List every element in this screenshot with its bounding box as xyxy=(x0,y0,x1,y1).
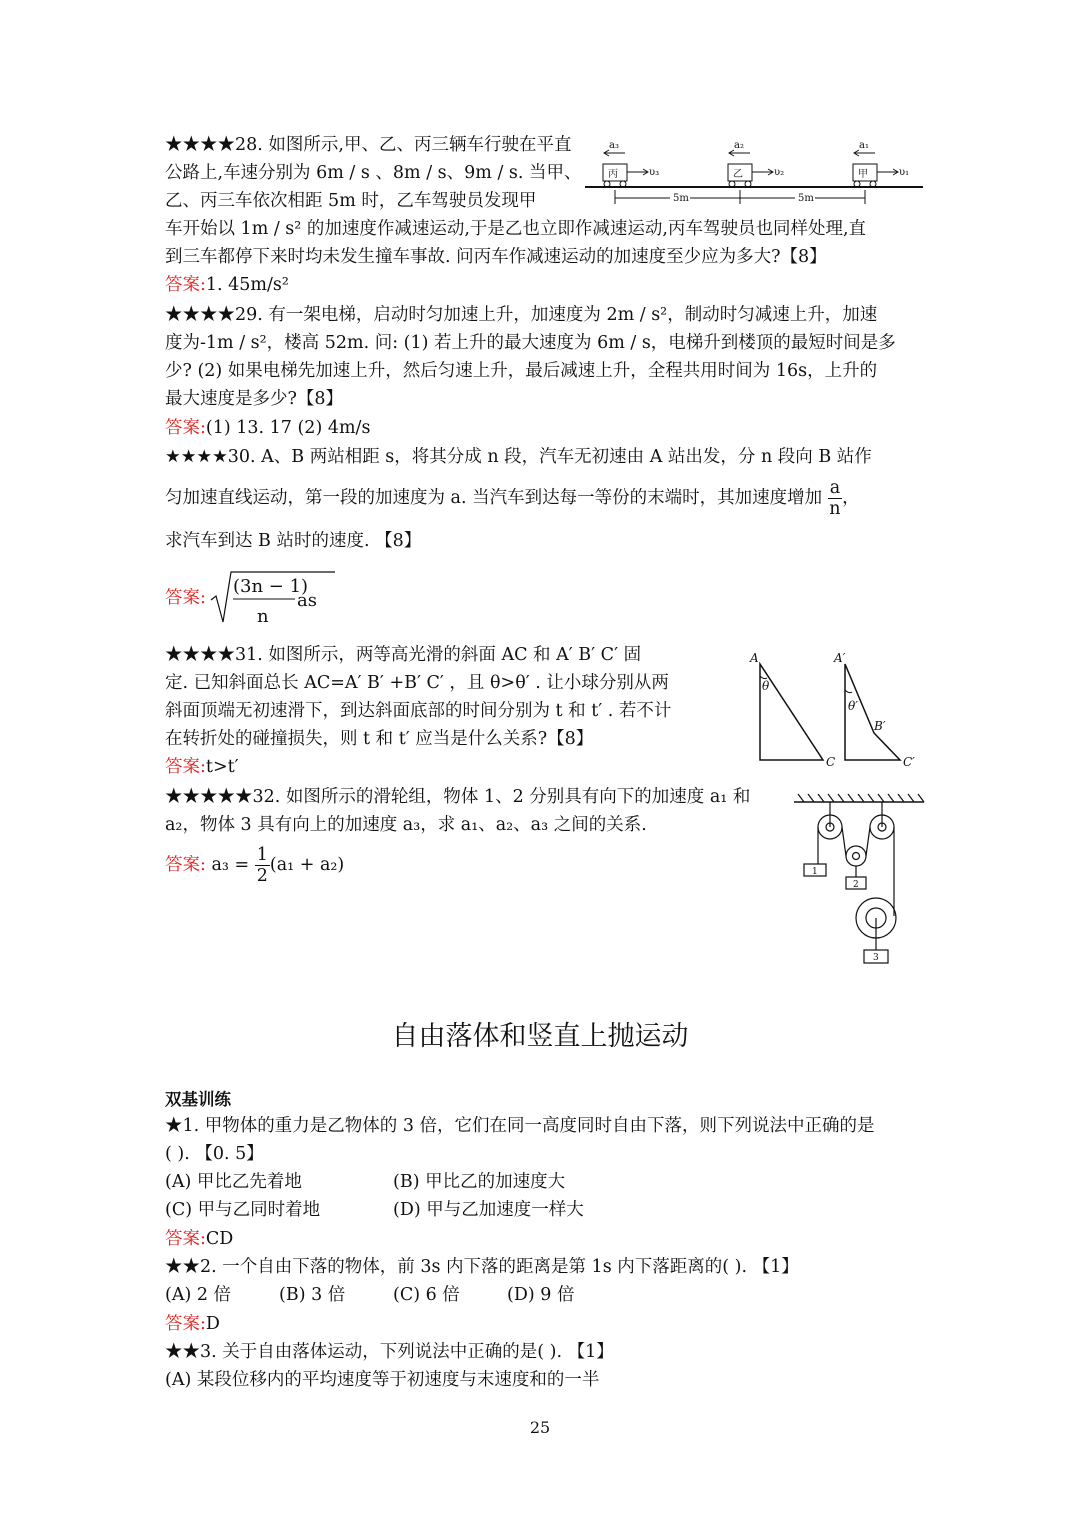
sqrt-formula xyxy=(209,568,339,628)
s2-answer xyxy=(165,1310,220,1338)
fraction-denominator: 2 xyxy=(256,866,268,886)
q31-answer xyxy=(165,753,239,781)
s3-option-a: (A) 某段位移内的平均速度等于初速度与末速度和的一半 xyxy=(165,1370,600,1390)
q28-line-3: 乙、丙三车依次相距 5m 时，乙车驾驶员发现甲 xyxy=(165,191,537,211)
q28-line-2: 公路上,车速分别为 6m / s 、8m / s、9m / s. 当甲、 xyxy=(165,163,582,183)
q31-line-2: 定. 已知斜面总长 AC=A′ B′ +B′ C′ ，且 θ>θ′ . 让小球分别从两 xyxy=(165,673,669,693)
label-a-prime: A′ xyxy=(834,651,846,665)
car-label: 乙 xyxy=(733,169,743,180)
fraction-numerator: 1 xyxy=(256,845,268,865)
car-label: 丙 xyxy=(608,169,618,180)
sqrt-numerator: (3n − 1) xyxy=(233,576,309,597)
velocity-label: υ₁ xyxy=(899,167,910,178)
answer-label: 答案: xyxy=(165,275,206,295)
s2-line-1: ★★2. 一个自由下落的物体，前 3s 内下落的距离是第 1s 内下落距离的( ). 【1】 xyxy=(165,1257,799,1277)
label-c: C xyxy=(826,755,836,769)
label-theta-prime: θ′ xyxy=(848,699,858,713)
answer-label: 答案: xyxy=(165,1314,206,1334)
block-2-label: 2 xyxy=(853,880,859,890)
q32-line-2: a₂，物体 3 具有向上的加速度 a₃，求 a₁、a₂、a₃ 之间的关系. xyxy=(165,815,647,835)
velocity-label: υ₂ xyxy=(774,167,785,178)
accel-label: a₃ xyxy=(609,140,619,151)
label-b-prime: B′ xyxy=(874,719,886,733)
fraction-numerator: a xyxy=(829,478,841,498)
s3-line-1: ★★3. 关于自由落体运动，下列说法中正确的是( ). 【1】 xyxy=(165,1342,614,1362)
answer-label: 答案: xyxy=(165,855,206,875)
option-c: (C) 甲与乙同时着地 xyxy=(165,1200,321,1220)
q30-line-2 xyxy=(165,473,860,523)
fraction-denominator: n xyxy=(829,499,841,519)
q31-line-1: ★★★★31. 如图所示，两等高光滑的斜面 AC 和 A′ B′ C′ 固 xyxy=(165,645,642,665)
q30-line-1: ★★★★30. A、B 两站相距 s，将其分成 n 段，汽车无初速由 A 站出发，分 n 段向 B 站作 xyxy=(165,447,872,467)
q28-line-5: 到三车都停下来时均未发生撞车事故. 问丙车作减速运动的加速度至少应为多大?【8】 xyxy=(165,247,827,267)
three-cars-figure xyxy=(585,138,925,208)
label-theta: θ xyxy=(762,679,770,693)
q29-line-3: 少? (2) 如果电梯先加速上升，然后匀速上升，最后减速上升，全程共用时间为 16s，上升的 xyxy=(165,361,878,381)
answer-value: (1) 13. 17 (2) 4m/s xyxy=(205,418,371,438)
sqrt-denominator: n xyxy=(257,606,269,627)
distance-label: 5m xyxy=(673,193,689,204)
q29-line-4: 最大速度是多少?【8】 xyxy=(165,389,344,409)
accel-label: a₂ xyxy=(734,140,744,151)
q29-line-1: ★★★★29. 有一架电梯，启动时匀加速上升，加速度为 2m / s²，制动时匀减速上升，加速 xyxy=(165,305,878,325)
q28-line-4: 车开始以 1m / s² 的加速度作减速运动,于是乙也立即作减速运动,丙车驾驶员也同样处理,直 xyxy=(165,219,867,239)
q28-answer xyxy=(165,271,289,299)
answer-label: 答案: xyxy=(165,588,206,608)
incline-ac xyxy=(760,664,823,760)
option-a: (A) 甲比乙先着地 xyxy=(165,1172,302,1192)
option-b: (B) 甲比乙的加速度大 xyxy=(393,1172,566,1192)
q30-line-2-text: 匀加速直线运动，第一段的加速度为 a. 当汽车到达每一等份的末端时，其加速度增加 xyxy=(165,488,823,508)
answer-value: CD xyxy=(205,1229,234,1249)
block-1-label: 1 xyxy=(812,867,818,877)
sqrt-tail: as xyxy=(297,590,317,611)
pulley-system-figure xyxy=(792,790,927,970)
pulley-movable-small xyxy=(846,846,866,866)
option-c: (C) 6 倍 xyxy=(393,1285,460,1305)
q32-line-1: ★★★★★32. 如图所示的滑轮组，物体 1、2 分别具有向下的加速度 a₁ 和 xyxy=(165,787,751,807)
answer-value: D xyxy=(205,1314,220,1334)
section-title: 自由落体和竖直上抛运动 xyxy=(391,1021,689,1052)
option-b: (B) 3 倍 xyxy=(279,1285,346,1305)
answer-label: 答案: xyxy=(165,1229,206,1249)
q29-answer xyxy=(165,414,370,442)
option-d: (D) 9 倍 xyxy=(507,1285,575,1305)
section-subtitle: 双基训练 xyxy=(165,1090,231,1109)
car-label: 甲 xyxy=(858,169,868,180)
s1-line-2: ( ). 【0. 5】 xyxy=(165,1144,264,1164)
answer-value: t>t′ xyxy=(205,757,239,777)
option-d: (D) 甲与乙加速度一样大 xyxy=(393,1200,584,1220)
q32-answer xyxy=(165,842,344,888)
fraction-a-over-n xyxy=(828,478,842,519)
option-a: (A) 2 倍 xyxy=(165,1285,232,1305)
q31-line-4: 在转折处的碰撞损失，则 t 和 t′ 应当是什么关系?【8】 xyxy=(165,729,594,749)
inclined-planes-figure xyxy=(748,650,923,770)
s1-answer xyxy=(165,1225,233,1253)
distance-label: 5m xyxy=(798,193,814,204)
accel-label: a₁ xyxy=(859,140,869,151)
velocity-label: υ₃ xyxy=(649,167,660,178)
answer-label: 答案: xyxy=(165,418,206,438)
s1-line-1: ★1. 甲物体的重力是乙物体的 3 倍，它们在同一高度同时自由下落，则下列说法中正确的是 xyxy=(165,1116,875,1136)
answer-label: 答案: xyxy=(165,757,206,777)
block-3-label: 3 xyxy=(873,953,879,963)
s1-options-row-1 xyxy=(165,1168,565,1196)
formula-rhs: (a₁ + a₂) xyxy=(269,855,345,875)
formula-lhs: a₃ = xyxy=(211,855,250,875)
s2-options xyxy=(165,1281,574,1309)
label-c-prime: C′ xyxy=(903,755,915,769)
s1-options-row-2 xyxy=(165,1196,584,1224)
q28-line-1: ★★★★28. 如图所示,甲、乙、丙三辆车行驶在平直 xyxy=(165,135,572,155)
answer-value: 1. 45m/s² xyxy=(205,275,289,295)
page-number: 25 xyxy=(529,1418,551,1437)
q30-line-3: 求汽车到达 B 站时的速度. 【8】 xyxy=(165,531,422,551)
q31-line-3: 斜面顶端无初速滑下，到达斜面底部的时间分别为 t 和 t′ . 若不计 xyxy=(165,701,672,721)
label-a: A xyxy=(750,651,759,665)
q30-line-2-end: ， xyxy=(842,488,860,508)
fraction-one-half xyxy=(255,845,270,886)
q29-line-2: 度为-1m / s²，楼高 52m. 问: (1) 若上升的最大速度为 6m / s，电梯升到楼顶的最短时间是多 xyxy=(165,333,896,353)
